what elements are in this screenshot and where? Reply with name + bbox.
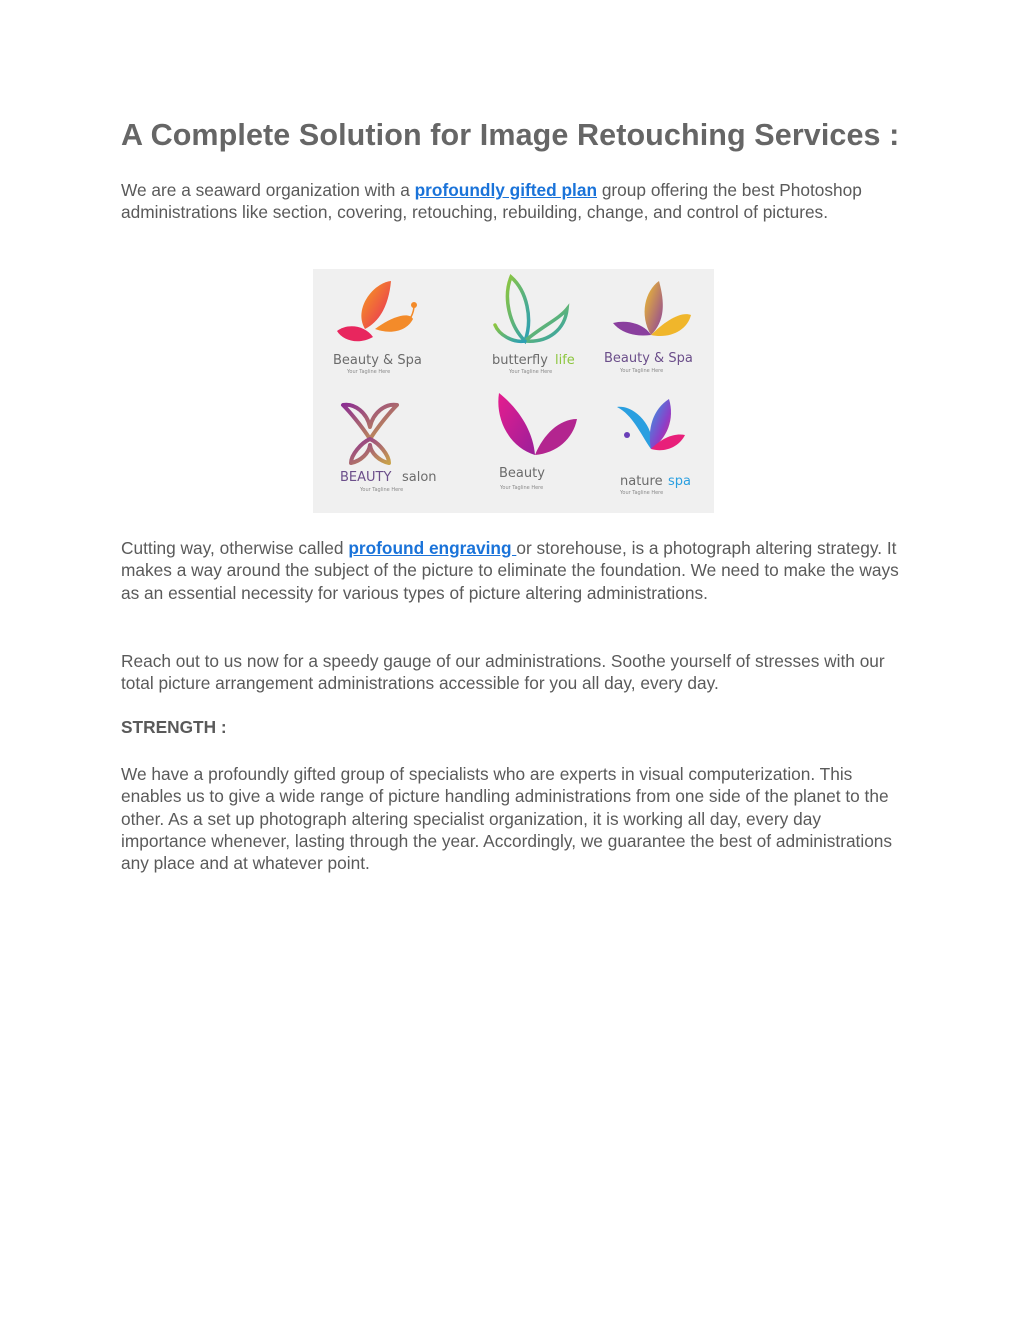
butterfly-blue-pink-icon (617, 399, 685, 450)
logo-6-brand-a: nature (620, 474, 663, 489)
logo-5-tagline: Your Tagline Here (500, 485, 544, 491)
strength-heading: STRENGTH : (121, 717, 227, 737)
butterfly-orange-icon (337, 281, 417, 341)
page-title: A Complete Solution for Image Retouching Services : (121, 118, 900, 152)
clipping-text-end: or storehouse, is a photograph altering strategy. It makes a way around the subject of the picture to eliminate the foundation. We need to make the ways as an essential necessity for various types of picture altering administrations. (121, 538, 899, 603)
butterfly-outline-purple-icon (343, 405, 397, 463)
logo-6-tagline: Your Tagline Here (620, 490, 664, 496)
clipping-paragraph (121, 537, 911, 604)
butterfly-logos-image (313, 269, 714, 513)
strength-paragraph: We have a profoundly gifted group of specialists who are experts in visual computerization. This enables us to give a wide range of picture handling administrations from one side of the planet to the other. As a set up photograph altering specialist organization, it is working all day, every day importance whenever, lasting through the year. Accordingly, we guarantee the best of administrations any place and at whatever point. (121, 764, 893, 874)
logo-2-tagline: Your Tagline Here (509, 369, 553, 375)
logo-4-brand-a: BEAUTY (340, 470, 392, 485)
butterfly-magenta-icon (498, 393, 577, 455)
logo-2-brand-a: butterfly (492, 353, 548, 368)
butterfly-gold-purple-icon (613, 281, 691, 336)
intro-text-end: group offering the best Photoshop administrations like section, covering, retouching, rebuilding, change, and control of pictures. (121, 180, 862, 223)
intro-text-start: We are a seaward organization with a (121, 180, 415, 200)
logo-5-brand: Beauty (499, 466, 545, 481)
profoundly-gifted-plan-link[interactable]: profoundly gifted plan (414, 180, 598, 200)
reach-out-paragraph: Reach out to us now for a speedy gauge of our administrations. Soothe yourself of stresses with our total picture arrangement administrations accessible for you all day, every day. (121, 651, 885, 694)
profound-engraving-link[interactable]: profound engraving (348, 538, 517, 558)
logo-1-tagline: Your Tagline Here (347, 369, 391, 375)
clipping-text-start: Cutting way, otherwise called (121, 538, 349, 558)
intro-paragraph (121, 179, 881, 224)
butterfly-outline-green-icon (495, 277, 567, 341)
logo-2-brand-b: life (555, 353, 575, 368)
logo-1-brand: Beauty & Spa (333, 353, 422, 368)
logo-4-brand-b: salon (402, 470, 437, 485)
logo-6-brand-b: spa (668, 474, 691, 489)
logo-3-tagline: Your Tagline Here (620, 368, 664, 374)
logo-4-tagline: Your Tagline Here (360, 487, 404, 493)
logo-3-brand: Beauty & Spa (604, 351, 693, 366)
